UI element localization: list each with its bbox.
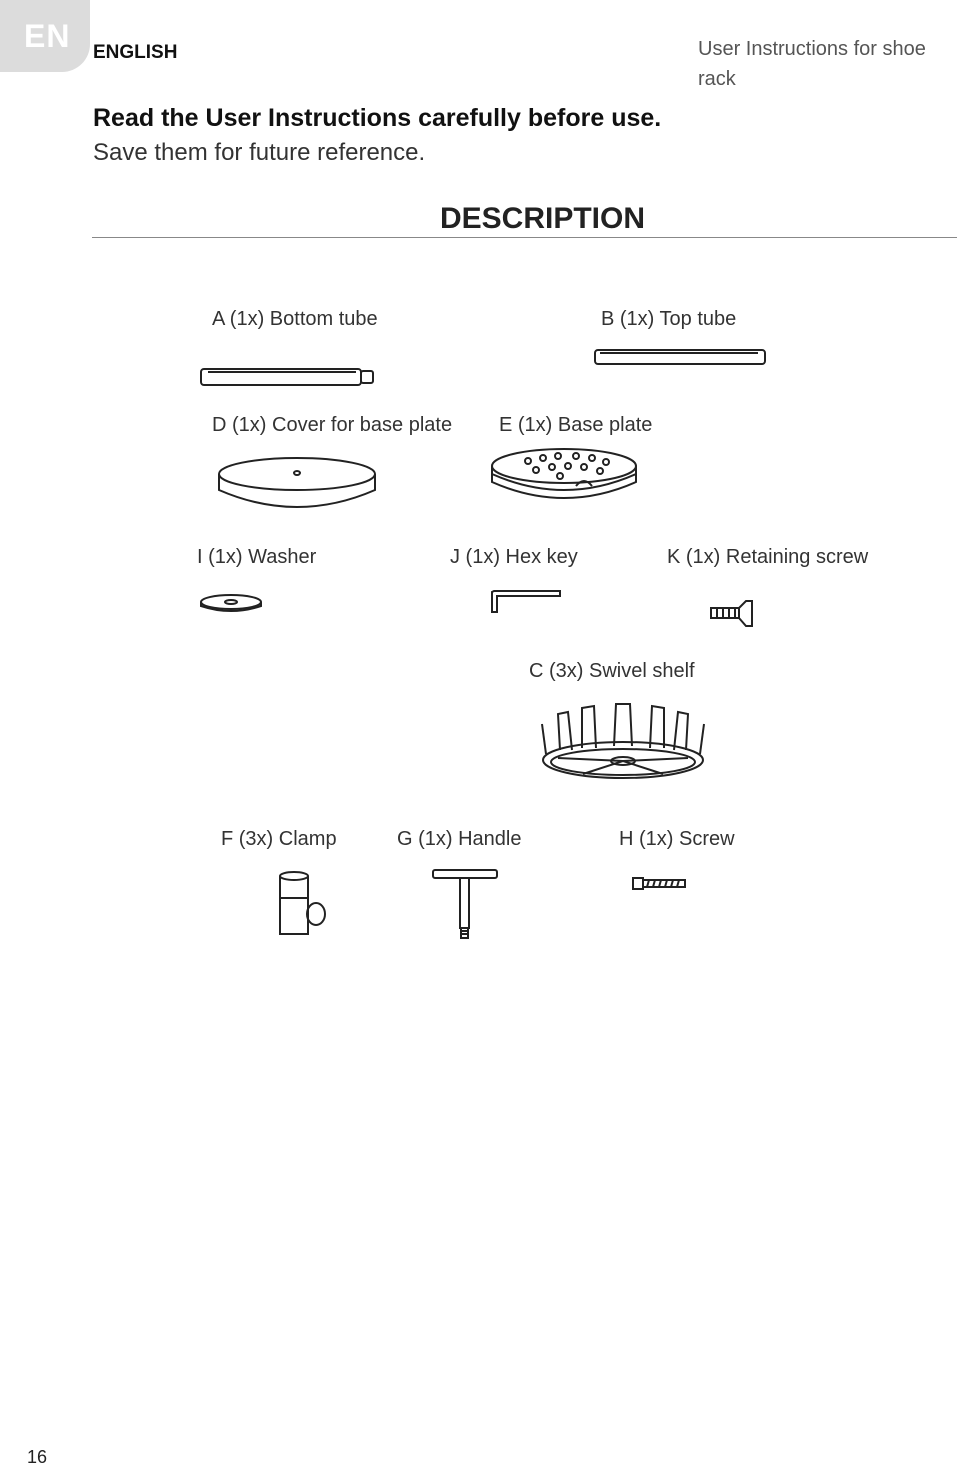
part-label-k: K (1x) Retaining screw xyxy=(667,546,869,568)
top-tube-icon xyxy=(592,346,768,370)
part-label-e: E (1x) Base plate xyxy=(499,414,653,436)
intro-note: Save them for future reference. xyxy=(93,139,426,166)
document-title: User Instructions for shoe rack xyxy=(698,38,926,90)
base-plate-icon xyxy=(488,446,640,504)
swivel-shelf-icon xyxy=(538,700,708,786)
base-plate-cover-icon xyxy=(214,454,380,514)
part-label-j: J (1x) Hex key xyxy=(450,546,578,568)
washer-icon xyxy=(198,592,264,616)
part-label-g: G (1x) Handle xyxy=(397,828,522,850)
part-label-f: F (3x) Clamp xyxy=(221,828,337,850)
language-code: EN xyxy=(24,18,71,54)
retaining-screw-icon xyxy=(708,598,756,630)
language-name: ENGLISH xyxy=(93,42,178,63)
page-number: 16 xyxy=(27,1447,48,1467)
part-label-h: H (1x) Screw xyxy=(619,828,735,850)
bottom-tube-icon xyxy=(198,364,378,390)
section-heading: DESCRIPTION xyxy=(440,202,646,235)
screw-icon xyxy=(630,874,688,894)
part-label-c: C (3x) Swivel shelf xyxy=(529,660,695,682)
part-label-i: I (1x) Washer xyxy=(197,546,317,568)
intro-warning: Read the User Instructions carefully before use. xyxy=(93,104,662,132)
hex-key-icon xyxy=(488,586,564,616)
section-divider xyxy=(92,237,957,238)
part-label-b: B (1x) Top tube xyxy=(601,308,737,330)
clamp-icon xyxy=(274,868,330,940)
part-label-d: D (1x) Cover for base plate xyxy=(212,414,453,436)
handle-icon xyxy=(430,866,500,942)
part-label-a: A (1x) Bottom tube xyxy=(212,308,378,330)
